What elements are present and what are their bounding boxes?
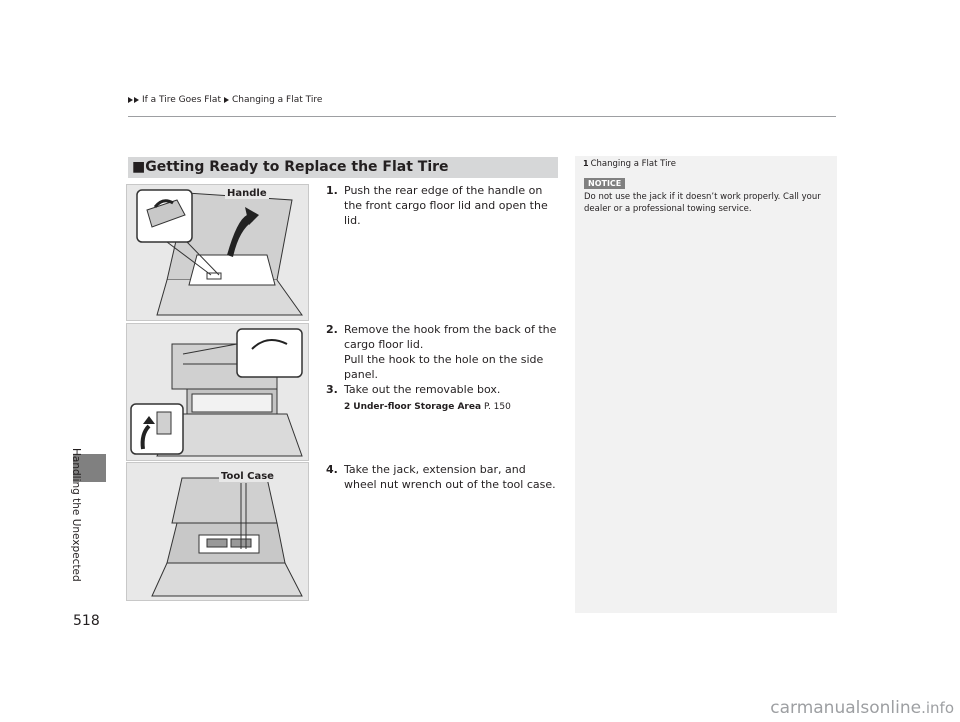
notice-text: Do not use the jack if it doesn’t work properly. Call your dealer or a professional towing service. bbox=[584, 192, 821, 214]
step-number: 4. bbox=[326, 463, 338, 476]
hook-illustration bbox=[127, 324, 308, 460]
step-2 bbox=[326, 322, 558, 382]
sidebar-note bbox=[575, 156, 837, 613]
breadcrumb-level1[interactable]: If a Tire Goes Flat bbox=[142, 95, 221, 105]
figure-label-tool-case: Tool Case bbox=[221, 471, 274, 482]
watermark-prefix: carmanualsonline bbox=[770, 698, 922, 718]
sidebar-note-heading bbox=[583, 159, 676, 169]
tool-case-illustration bbox=[127, 463, 308, 600]
section-heading bbox=[128, 157, 558, 178]
cross-reference-icon: 2 bbox=[344, 402, 351, 412]
figure-cargo-floor-handle bbox=[126, 184, 309, 321]
step-number: 1. bbox=[326, 184, 338, 197]
step-text-line1: Remove the hook from the back of the cargo floor lid. bbox=[344, 323, 557, 351]
breadcrumb-arrow-icon bbox=[224, 97, 229, 103]
cross-reference-title: Under-floor Storage Area bbox=[353, 402, 482, 412]
step-text-line2: Pull the hook to the hole on the side panel. bbox=[344, 353, 544, 381]
breadcrumb-arrow-icon bbox=[134, 97, 139, 103]
step-text: Take out the removable box. bbox=[344, 383, 501, 396]
watermark-suffix: .info bbox=[921, 699, 954, 717]
step-text: Push the rear edge of the handle on the front cargo floor lid and open the lid. bbox=[344, 184, 548, 227]
step-3 bbox=[326, 382, 558, 415]
sidebar-ref-icon: 1 bbox=[583, 159, 589, 168]
step-number: 3. bbox=[326, 383, 338, 396]
cargo-handle-illustration bbox=[127, 185, 308, 320]
figure-hook-removal bbox=[126, 323, 309, 461]
figure-tool-case bbox=[126, 462, 309, 601]
step-1 bbox=[326, 183, 558, 228]
step-4 bbox=[326, 462, 558, 492]
notice-badge: NOTICE bbox=[584, 178, 625, 189]
cross-reference-link[interactable] bbox=[344, 400, 558, 415]
step-number: 2. bbox=[326, 323, 338, 336]
breadcrumb-level2[interactable]: Changing a Flat Tire bbox=[231, 95, 323, 105]
breadcrumb bbox=[128, 95, 325, 105]
header-divider bbox=[128, 116, 836, 117]
sidebar-heading-text: Changing a Flat Tire bbox=[590, 159, 676, 169]
figure-label-handle: Handle bbox=[227, 188, 267, 199]
section-title: ■Getting Ready to Replace the Flat Tire bbox=[132, 159, 449, 175]
page-number: 518 bbox=[73, 613, 100, 629]
step-text: Take the jack, extension bar, and wheel nut wrench out of the tool case. bbox=[344, 463, 556, 491]
side-tab-label: Handling the Unexpected bbox=[70, 448, 82, 582]
breadcrumb-arrow-icon bbox=[128, 97, 133, 103]
watermark bbox=[742, 694, 960, 722]
cross-reference-page: P. 150 bbox=[483, 402, 511, 412]
